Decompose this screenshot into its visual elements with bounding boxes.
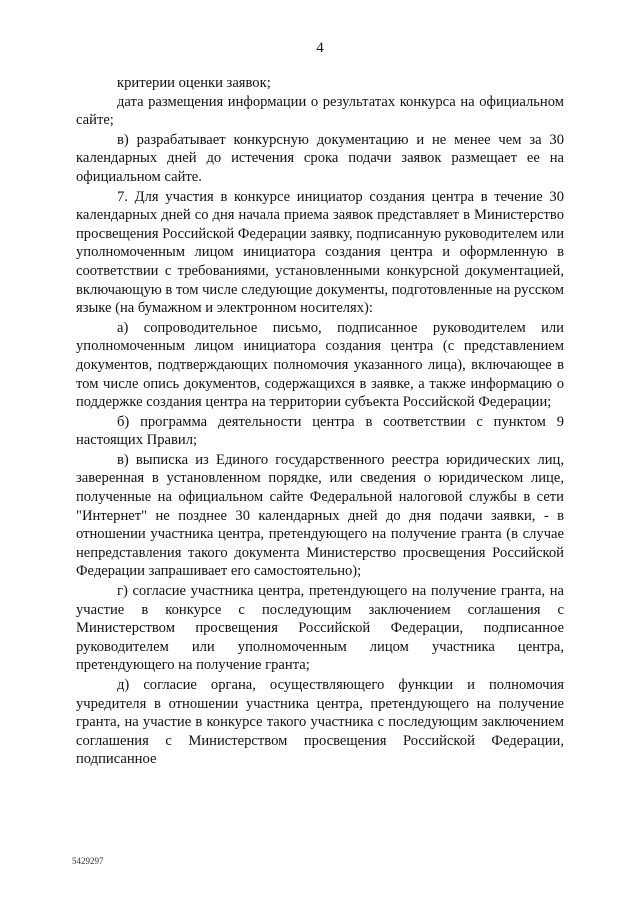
paragraph-item-v-registry-extract: в) выписка из Единого государственного реестра юридических лиц, заверенная в установленном порядке, или сведения о юридическом лице, полученные на официальном сайте Федеральной налоговой службы в сети "Интернет" не позднее 30 календарных дней до дня подачи заявки, - в отношении участника центра, претендующего на получение гранта (в случае непредставления такого документа Министерство просвещения Российской Федерации запрашивает его самостоятельно); xyxy=(76,451,564,580)
paragraph-item-g-participant-consent: г) согласие участника центра, претендующего на получение гранта, на участие в конкурсе с последующим заключением соглашения с Министерством просвещения Российской Федерации, подписанное руководителем или уполномоченным лицом участника центра, претендующего на получение гранта; xyxy=(76,583,564,674)
paragraph-item-v-documentation: в) разрабатывает конкурсную документацию и не менее чем за 30 календарных дней до истечения срока подачи заявок размещает ее на официальном сайте. xyxy=(76,131,564,185)
paragraph-section-7: 7. Для участия в конкурсе инициатор создания центра в течение 30 календарных дней со дня начала приема заявок представляет в Министерство просвещения Российской Федерации заявку, подписанную руководителем или уполномоченным лицом инициатора создания центра и оформленную в соответствии с требованиями, установленными конкурсной документацией, включающую в том числе следующие документы, подготовленные на русском языке (на бумажном и электронном носителях): xyxy=(76,188,564,317)
document-body xyxy=(76,74,564,769)
document-id: 5429297 xyxy=(72,856,104,866)
paragraph-item-d-founder-consent: д) согласие органа, осуществляющего функции и полномочия учредителя в отношении участника центра, претендующего на получение гранта, на участие в конкурсе такого участника с последующим заключением соглашения с Министерством просвещения Российской Федерации, подписанное xyxy=(76,677,564,768)
page-number: 4 xyxy=(316,40,324,56)
paragraph-item-b-program: б) программа деятельности центра в соответствии с пунктом 9 настоящих Правил; xyxy=(76,413,564,449)
paragraph-item-a-cover-letter: а) сопроводительное письмо, подписанное руководителем или уполномоченным лицом инициатора создания центра (с представлением документов, подтверждающих полномочия указанного лица), включающее в том числе опись документов, содержащихся в заявке, а также информацию о поддержке создания центра на территории субъекта Российской Федерации; xyxy=(76,319,564,411)
paragraph-criteria: критерии оценки заявок; xyxy=(117,75,271,91)
paragraph-publication-date: дата размещения информации о результатах конкурса на официальном сайте; xyxy=(76,93,564,129)
